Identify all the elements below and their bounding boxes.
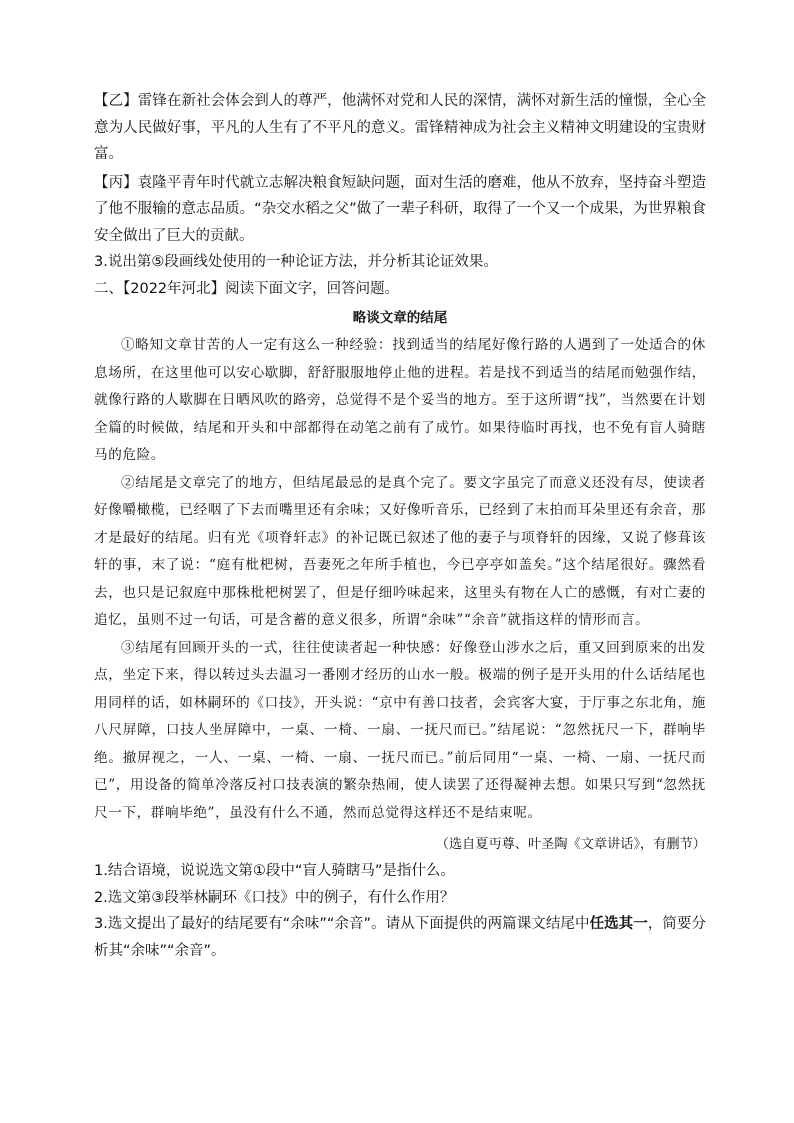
article-paragraph-1: ①略知文章甘苦的人一定有这么一种经验：找到适当的结尾好像行路的人遇到了一处适合的休息场所，在这里他可以安心歇脚，舒舒服服地停止他的进程。若是找不到适当的结尾而勉强作结，就像行路的人歇脚在日晒风吹的路旁，总觉得不是个妥当的地方。至于这所谓“找”，当然要在计划全篇的时候做，结尾和开头和中部都得在动笔之前有了成竹。如果待临时再找，也不免有盲人骑瞎马的危险。 bbox=[94, 337, 706, 463]
question-3 bbox=[94, 911, 706, 964]
section-2-heading: 二、【2022年河北】阅读下面文字，回答问题。 bbox=[94, 280, 400, 297]
article-source: （选自夏丏尊、叶圣陶《文章讲话》，有删节） bbox=[435, 837, 706, 852]
question-2: 2.选文第③段举林嗣环《口技》中的例子，有什么作用？ bbox=[94, 889, 455, 906]
question-3-emphasis: 任选其一 bbox=[589, 916, 648, 932]
question-3-first: 3.说出第⑤段画线处使用的一种论证方法，并分析其论证效果。 bbox=[94, 254, 498, 270]
article-paragraph-2: ②结尾是文章完了的地方，但结尾最忌的是真个完了。要文字虽完了而意义还没有尽，使读者好像嚼橄榄，已经咽了下去而嘴里还有余味；又好像听音乐，已经到了末拍而耳朵里还有余音，那才是最好的结尾。归有光《项脊轩志》的补记既已叙述了他的妻子与项脊轩的因缘，又说了修葺该轩的事，末了说：“庭有枇杷树，吾妻死之年所手植也，今已亭亭如盖矣。”这个结尾很好。骤然看去，也只是记叙庭中那株枇杷树罢了，但是仔细吟味起来，这里头有物在人亡的感慨，有对亡妻的追忆，虽则不过一句话，可是含蓄的意义很多，所谓“余味”“余音”就指这样的情形而言。 bbox=[94, 474, 706, 628]
question-3-text-pre: 3.选文提出了最好的结尾要有“余味”“余音”。请从下面提供的两篇课文结尾中 bbox=[94, 916, 590, 932]
paragraph-yi: 【乙】雷锋在新社会体会到人的尊严，他满怀对党和人民的深情，满怀对新生活的憧憬，全心全意为人民做好事，平凡的人生有了不平凡的意义。雷锋精神成为社会主义精神文明建设的宝贵财富。 bbox=[94, 93, 706, 162]
document-content bbox=[94, 88, 706, 964]
article-paragraph-3: ③结尾有回顾开头的一式，往往使读者起一种快感：好像登山涉水之后，重又回到原来的出发点，坐定下来，得以转过头去温习一番刚才经历的山水一般。极端的例子是开头用的什么话结尾也用同样的话，如林嗣环的《口技》，开头说：“京中有善口技者，会宾客大宴，于厅事之东北角，施八尺屏障，口技人坐屏障中，一桌、一椅、一扇、一抚尺而已。”结尾说：“忽然抚尺一下，群响毕绝。撤屏视之，一人、一桌、一椅、一扇、一抚尺而已。”前后同用“一桌、一椅、一扇、一抚尺而已”，用设备的简单冷落反衬口技表演的繁杂热闹，使人读罢了还得凝神去想。如果只写到“忽然抚尺一下，群响毕绝”，虽没有什么不通，然而总觉得这样还不是结束呢。 bbox=[94, 639, 706, 821]
question-1: 1.结合语境，说说选文第①段中“盲人骑瞎马”是指什么。 bbox=[94, 863, 455, 879]
article-title: 略谈文章的结尾 bbox=[352, 310, 448, 326]
paragraph-bing: 【丙】袁隆平青年时代就立志解决粮食短缺问题，面对生活的磨难，他从不放弃，坚持奋斗塑造了他不服输的意志品质。“杂交水稻之父”做了一辈子科研，取得了一个又一个成果，为世界粮食安全做出了巨大的贡献。 bbox=[94, 174, 706, 244]
question-3-text-post: ，简要分析其“余味”“余音”。 bbox=[94, 916, 706, 959]
